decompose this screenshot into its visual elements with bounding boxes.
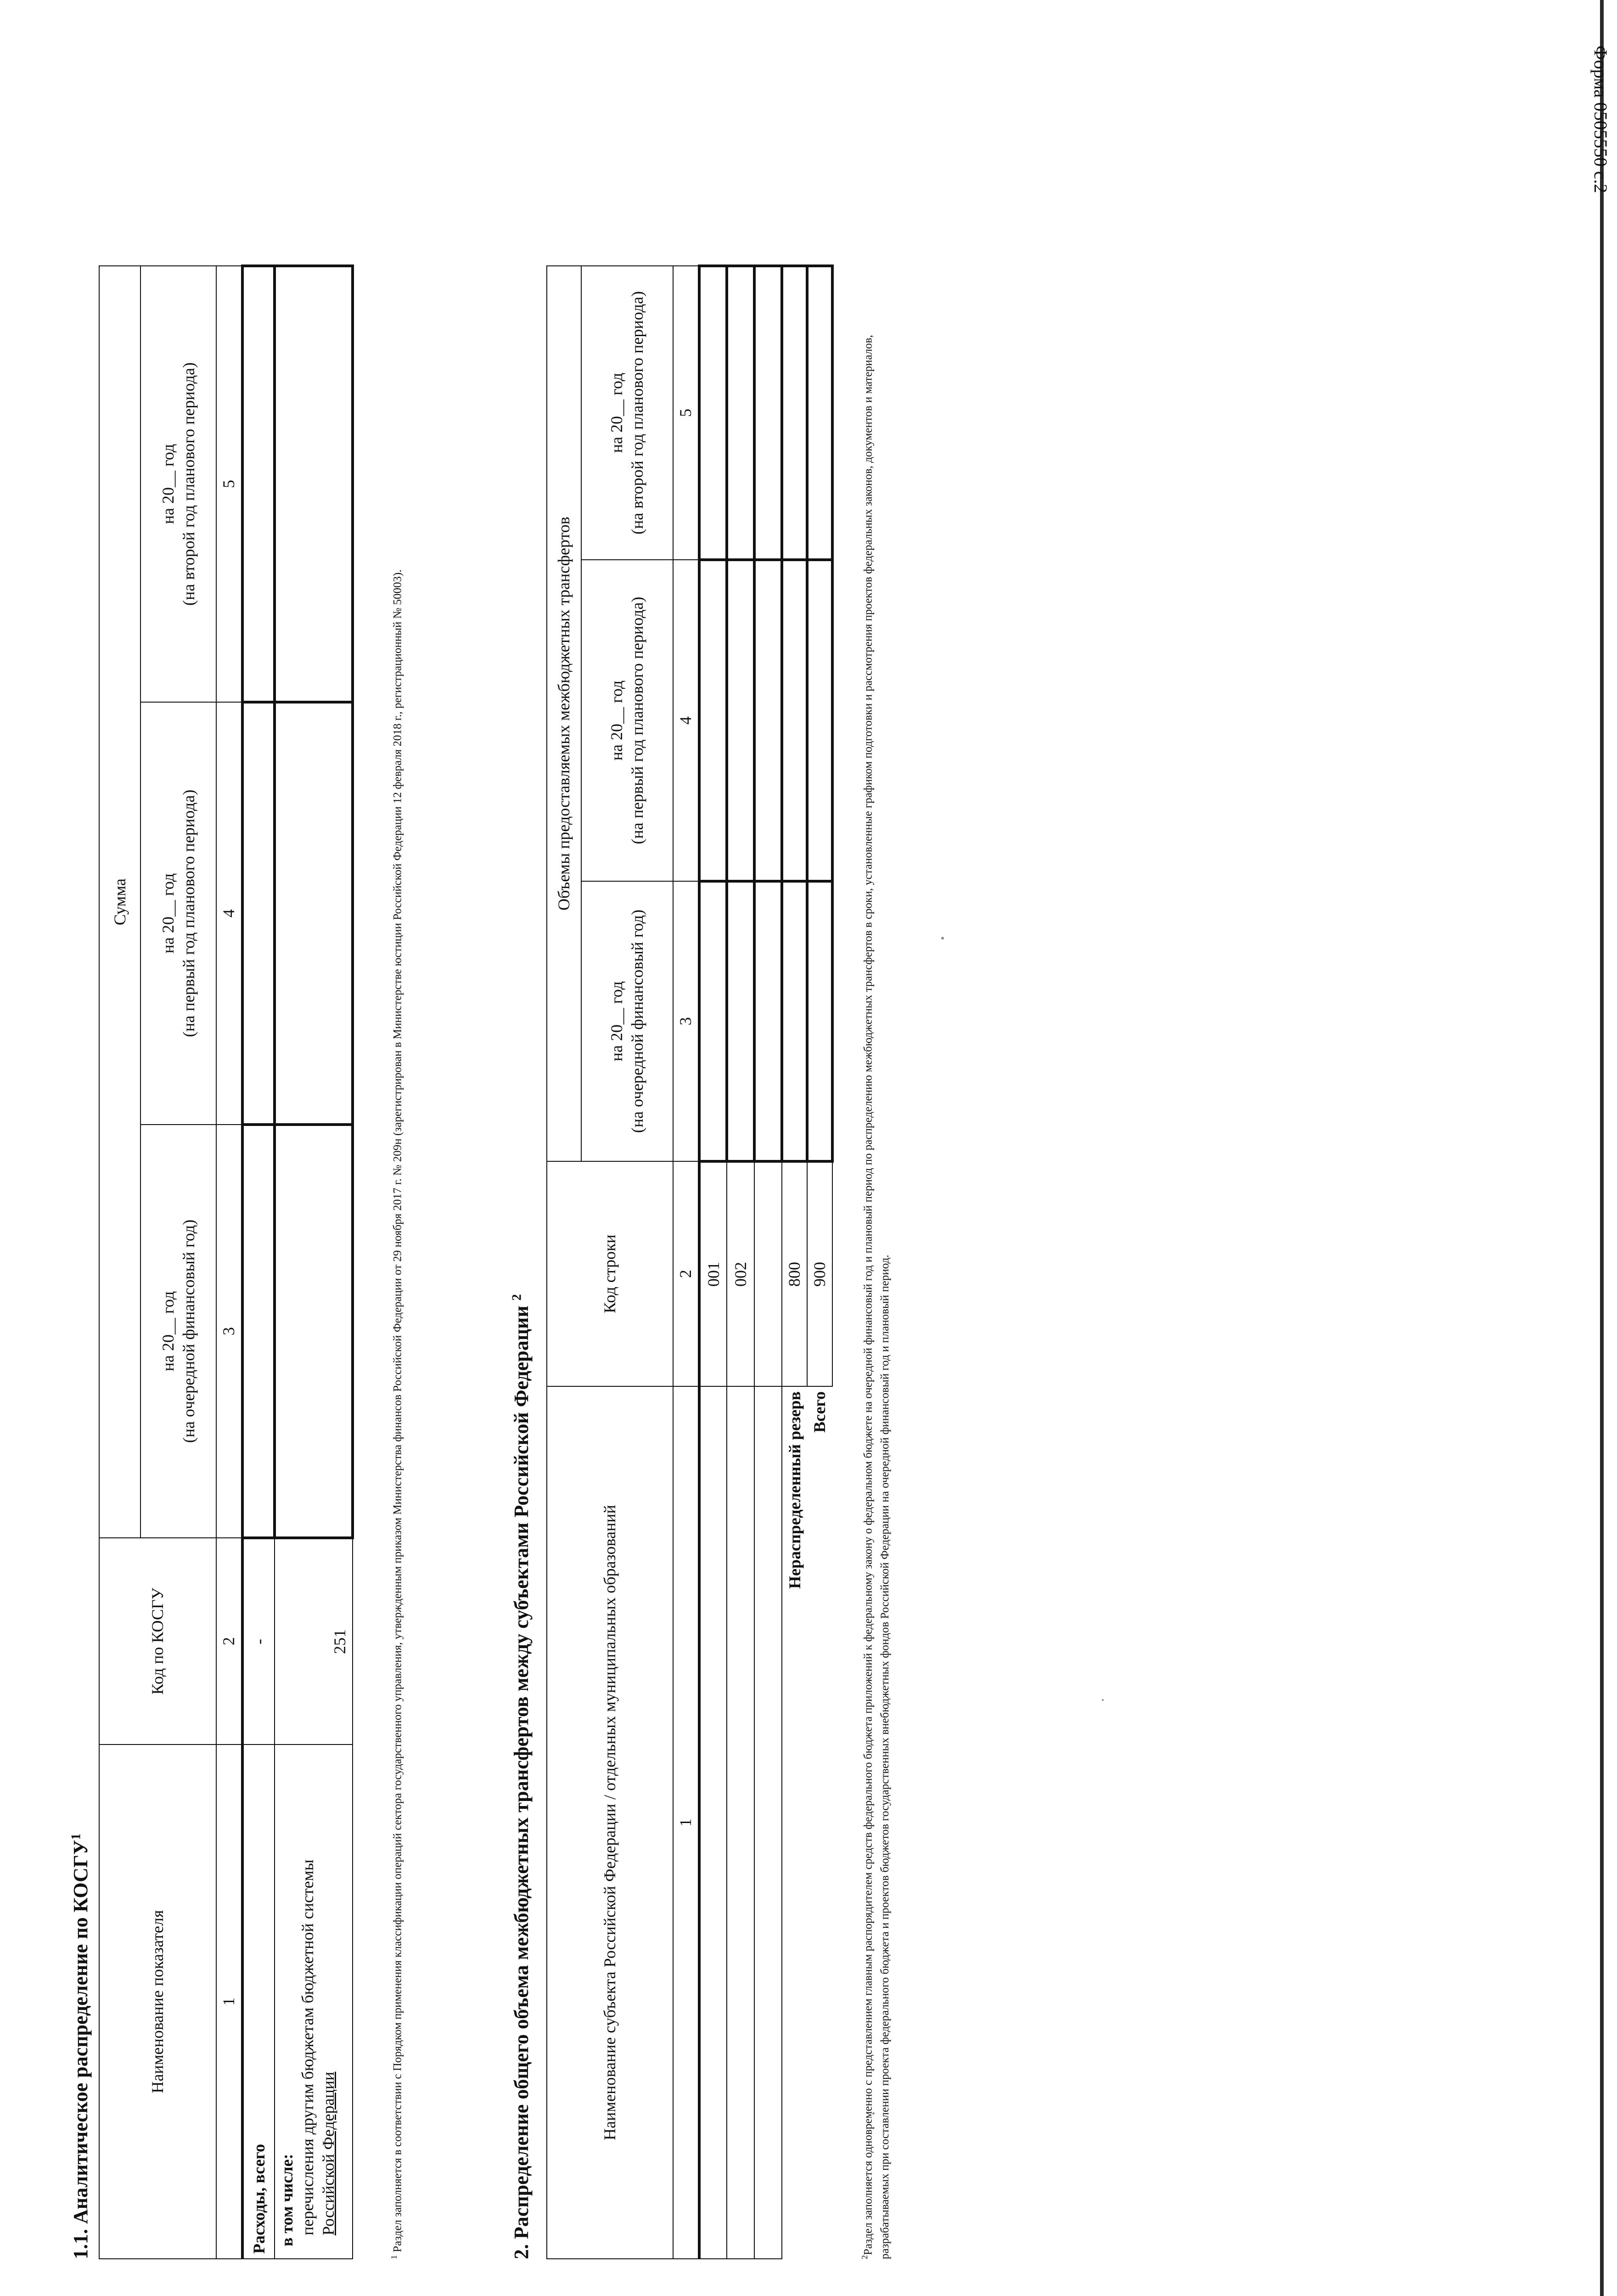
- transfers-row-name[interactable]: [727, 1386, 754, 2259]
- kosgu-table: [99, 264, 354, 2259]
- kosgu-row-total-name: Расходы, всего: [242, 1745, 275, 2259]
- transfers-total-year2[interactable]: [807, 560, 832, 881]
- kosgu-colnum-4: 4: [216, 702, 242, 1125]
- section2-footnote: $^2$Раздел заполняется одновременно с представлением главным распорядителем средств федерального бюджета приложений к федеральному закону о федеральном бюджете на очередной финансовый год и плановый период по распределению межбюджетных трансфертов в сроки, установленные графиком подготовки и рассмотрения проектов федеральных законов, документов и материалов, разрабатываемых при составлении проекта федерального бюджета и проектов бюджетов государственных внебюджетных фондов Российской Федерации на очередной финансовый год и плановый период.: [860, 335, 891, 2259]
- kosgu-colnum-5: 5: [216, 266, 242, 702]
- transfers-total-year3[interactable]: [807, 266, 832, 560]
- kosgu-row-transfers-year3[interactable]: [275, 266, 353, 702]
- transfers-row-year2[interactable]: [754, 560, 782, 881]
- kosgu-header-year1: на 20__ год (на очередной финансовый год): [140, 1125, 216, 1538]
- kosgu-row-total-year3[interactable]: [242, 266, 275, 702]
- transfers-row-year1[interactable]: [699, 881, 727, 1161]
- kosgu-row-total-code: -: [242, 1538, 275, 1745]
- transfers-table: [546, 264, 834, 2259]
- kosgu-header-name: Наименование показателя: [99, 1745, 216, 2259]
- transfers-row-name[interactable]: [754, 1386, 782, 2259]
- section1-footnote: $^1$ Раздел заполняется в соответствии с Порядком применения классификации операций сектора государственного управления, утвержденным приказом Министерства финансов Российской Федерации от 29 ноября 2017 г. № 209н (зарегистрирован в Министерстве юстиции Российской Федерации 12 февраля 2018 г., регистрационный № 50003).: [389, 569, 404, 2259]
- transfers-header-volumes: Объемы предоставляемых межбюджетных трансфертов: [547, 266, 581, 1161]
- transfers-row-year3[interactable]: [699, 266, 727, 560]
- transfers-header-name: Наименование субъекта Российской Федерации / отдельных муниципальных образований: [547, 1386, 673, 2259]
- transfers-row-year2[interactable]: [727, 560, 754, 881]
- transfers-reserve-code: 800: [782, 1161, 807, 1386]
- transfers-colnum-5: 5: [673, 266, 699, 560]
- transfers-total-year1[interactable]: [807, 881, 832, 1161]
- kosgu-colnum-3: 3: [216, 1125, 242, 1538]
- kosgu-colnum-1: 1: [216, 1745, 242, 2259]
- transfers-row-year3[interactable]: [754, 266, 782, 560]
- transfers-row-year2[interactable]: [699, 560, 727, 881]
- transfers-reserve-label: Нераспределенный резерв: [785, 1391, 804, 1589]
- transfers-row-year3[interactable]: [727, 266, 754, 560]
- transfers-colnum-2: 2: [673, 1161, 699, 1386]
- transfers-row-code: [754, 1161, 782, 1386]
- transfers-colnum-1: 1: [673, 1386, 699, 2259]
- transfers-row-code: 002: [727, 1161, 754, 1386]
- transfers-row-year1[interactable]: [727, 881, 754, 1161]
- transfers-row-code: 001: [699, 1161, 727, 1386]
- transfers-colnum-3: 3: [673, 881, 699, 1161]
- kosgu-row-transfers-year1[interactable]: [275, 1125, 353, 1538]
- transfers-header-year3: на 20__ год (на второй год планового периода): [581, 266, 673, 560]
- transfers-reserve-year2[interactable]: [782, 560, 807, 881]
- section2-title: 2. Распределение общего объема межбюджетных трансфертов между субъектами Российской Федерации $^2$: [510, 1294, 533, 2259]
- transfers-row-year1[interactable]: [754, 881, 782, 1161]
- transfers-row-name[interactable]: [699, 1386, 727, 2259]
- kosgu-colnum-2: 2: [216, 1538, 242, 1745]
- transfers-header-code: Код строки: [547, 1161, 673, 1386]
- transfers-header-year2: на 20__ год (на первый год планового периода): [581, 560, 673, 881]
- kosgu-row-transfers-code: 251: [275, 1538, 353, 1745]
- scan-edge: [1600, 0, 1604, 2296]
- transfers-reserve-year1[interactable]: [782, 881, 807, 1161]
- transfers-total-code: 900: [807, 1161, 832, 1386]
- kosgu-row-transfers-name: в том числе: перечисления другим бюджетам бюджетной системы Российской Федерации: [275, 1745, 353, 2259]
- kosgu-row-total-year2[interactable]: [242, 702, 275, 1125]
- kosgu-row-total-year1[interactable]: [242, 1125, 275, 1538]
- kosgu-row-transfers-year2[interactable]: [275, 702, 353, 1125]
- rotated-page-content: [69, 266, 1593, 2259]
- section1-title: 1.1. Аналитическое распределение по КОСГУ$^1$: [69, 1833, 92, 2259]
- kosgu-header-year2: на 20__ год (на первый год планового периода): [140, 702, 216, 1125]
- transfers-reserve-year3[interactable]: [782, 266, 807, 560]
- transfers-header-year1: на 20__ год (на очередной финансовый год): [581, 881, 673, 1161]
- form-number-label: Форма 0505550 с.2: [1590, 45, 1611, 193]
- kosgu-header-year3: на 20__ год (на второй год планового периода): [140, 266, 216, 702]
- kosgu-header-code: Код по КОСГУ: [99, 1538, 216, 1745]
- transfers-total-label: Всего: [810, 1391, 829, 1433]
- transfers-colnum-4: 4: [673, 560, 699, 881]
- kosgu-header-sum: Сумма: [99, 266, 140, 1538]
